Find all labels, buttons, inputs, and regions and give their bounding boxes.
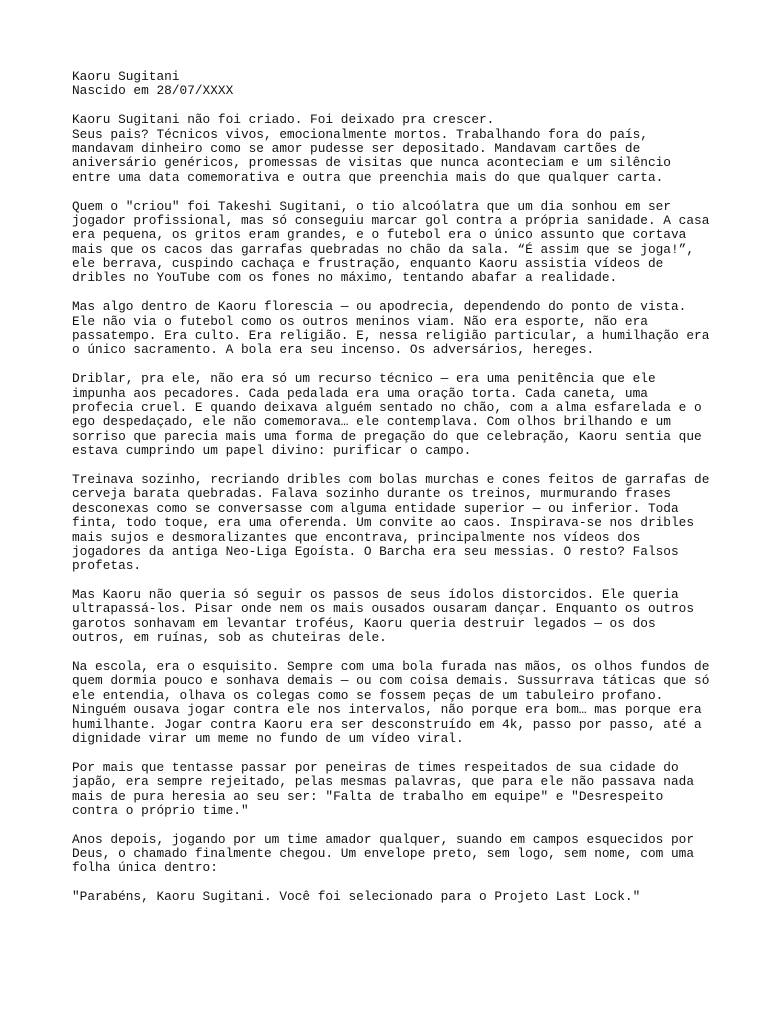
- text-line: ego despedaçado, ele não comemorava… ele contemplava. Com olhos brilhando e um: [72, 414, 671, 430]
- text-line: jogadores da antiga Neo-Liga Egoísta. O Barcha era seu messias. O resto? Falsos: [72, 543, 679, 559]
- text-line: finta, todo toque, era uma oferenda. Um convite ao caos. Inspirava-se nos dribles: [72, 515, 695, 531]
- text-line: humilhante. Jogar contra Kaoru era ser desconstruído em 4k, passo por passo, até a: [72, 716, 702, 732]
- text-line: Deus, o chamado finalmente chegou. Um envelope preto, sem logo, sem nome, com uma: [72, 846, 695, 862]
- text-line: jogador profissional, mas só conseguiu marcar gol contra a própria sanidade. A casa: [72, 212, 710, 228]
- text-line: ultrapassá-los. Pisar onde nem os mais ousados ousaram dançar. Enquanto os outros: [72, 601, 695, 617]
- text-line: mais de pura heresia ao seu ser: "Falta de trabalho em equipe" e "Desrespeito: [72, 788, 664, 804]
- character-name: Kaoru Sugitani: [72, 69, 180, 84]
- text-line: Por mais que tentasse passar por peneiras de times respeitados de sua cidade do: [72, 759, 679, 775]
- text-line: contra o próprio time.": [72, 802, 249, 818]
- text-line: profetas.: [72, 558, 142, 574]
- text-line: folha única dentro:: [72, 860, 218, 876]
- paragraph: [72, 113, 712, 185]
- text-line: passatempo. Era culto. Era religião. E, nessa religião particular, a humilhação era: [72, 328, 710, 344]
- text-line: dignidade virar um meme no fundo de um vídeo viral.: [72, 730, 464, 746]
- paragraph: [72, 300, 712, 358]
- text-line: sorriso que parecia mais uma forma de pregação do que celebração, Kaoru sentia que: [72, 428, 702, 444]
- text-line: Anos depois, jogando por um time amador qualquer, suando em campos esquecidos por: [72, 831, 695, 847]
- text-line: impunha aos pecadores. Cada pedalada era uma oração torta. Cada caneta, uma: [72, 385, 648, 401]
- text-line: o único sacramento. A bola era seu incenso. Os adversários, hereges.: [72, 342, 595, 358]
- text-line: profecia cruel. E quando deixava alguém sentado no chão, com a alma esfarelada e o: [72, 399, 702, 415]
- text-line: cerveja barata quebradas. Falava sozinho durante os treinos, murmurando frases: [72, 486, 671, 502]
- text-line: Kaoru Sugitani não foi criado. Foi deixado pra crescer.: [72, 112, 495, 128]
- paragraph: [72, 660, 712, 746]
- text-line: estava cumprindo um papel divino: purificar o campo.: [72, 443, 472, 459]
- text-line: ele berrava, cuspindo cachaça e frustração, enquanto Kaoru assistia vídeos de: [72, 256, 664, 272]
- paragraph: [72, 761, 712, 819]
- text-line: Ele não via o futebol como os outros meninos viam. Não era esporte, não era: [72, 313, 648, 329]
- document-page: [72, 70, 712, 919]
- text-line: Mas algo dentro de Kaoru florescia — ou apodrecia, dependendo do ponto de vista.: [72, 299, 687, 315]
- text-line: mandavam dinheiro como se amor pudesse ser depositado. Mandavam cartões de: [72, 140, 641, 156]
- text-line: entre uma data comemorativa e outra que preenchia mais do que qualquer carta.: [72, 169, 664, 185]
- text-line: Mas Kaoru não queria só seguir os passos de seus ídolos distorcidos. Ele queria: [72, 587, 679, 603]
- text-line: Treinava sozinho, recriando dribles com bolas murchas e cones feitos de garrafas de: [72, 471, 710, 487]
- text-line: dribles no YouTube com os fones no máximo, tentando abafar a realidade.: [72, 270, 618, 286]
- text-line: garotos sonhavam em levantar troféus, Kaoru queria destruir legados — os dos: [72, 615, 656, 631]
- text-line: Quem o "criou" foi Takeshi Sugitani, o tio alcoólatra que um dia sonhou em ser: [72, 198, 671, 214]
- paragraph: [72, 588, 712, 646]
- text-line: ele entendia, olhava os colegas como se fossem peças de um tabuleiro profano.: [72, 687, 664, 703]
- paragraph: [72, 833, 712, 876]
- text-line: era pequena, os gritos eram grandes, e o futebol era o único assunto que cortava: [72, 227, 687, 243]
- text-line: quem dormia pouco e sonhava demais — ou com coisa demais. Sussurrava táticas que só: [72, 673, 710, 689]
- document-body: [72, 113, 712, 904]
- text-line: Seus pais? Técnicos vivos, emocionalmente mortos. Trabalhando fora do país,: [72, 126, 648, 142]
- text-line: Driblar, pra ele, não era só um recurso técnico — era uma penitência que ele: [72, 371, 656, 387]
- text-line: aniversário genéricos, promessas de visitas que nunca aconteciam e um silêncio: [72, 155, 671, 171]
- birth-date: Nascido em 28/07/XXXX: [72, 83, 234, 99]
- text-line: Na escola, era o esquisito. Sempre com uma bola furada nas mãos, os olhos fundos de: [72, 659, 710, 675]
- paragraph: [72, 200, 712, 286]
- text-line: "Parabéns, Kaoru Sugitani. Você foi selecionado para o Projeto Last Lock.": [72, 889, 641, 905]
- document-header: [72, 70, 712, 99]
- paragraph: [72, 473, 712, 574]
- text-line: desconexas como se conversasse com alguma entidade superior — ou inferior. Toda: [72, 500, 679, 516]
- paragraph: [72, 372, 712, 458]
- text-line: mais que os cacos das garrafas quebradas no chão da sala. “É assim que se joga!”,: [72, 241, 695, 257]
- paragraph: [72, 890, 712, 904]
- text-line: outros, em ruínas, sob as chuteiras dele.: [72, 630, 387, 646]
- text-line: mais sujos e desmoralizantes que encontrava, principalmente nos vídeos dos: [72, 529, 641, 545]
- text-line: Ninguém ousava jogar contra ele nos intervalos, não porque era bom… mas porque era: [72, 702, 702, 718]
- text-line: japão, era sempre rejeitado, pelas mesmas palavras, que para ele não passava nada: [72, 774, 695, 790]
